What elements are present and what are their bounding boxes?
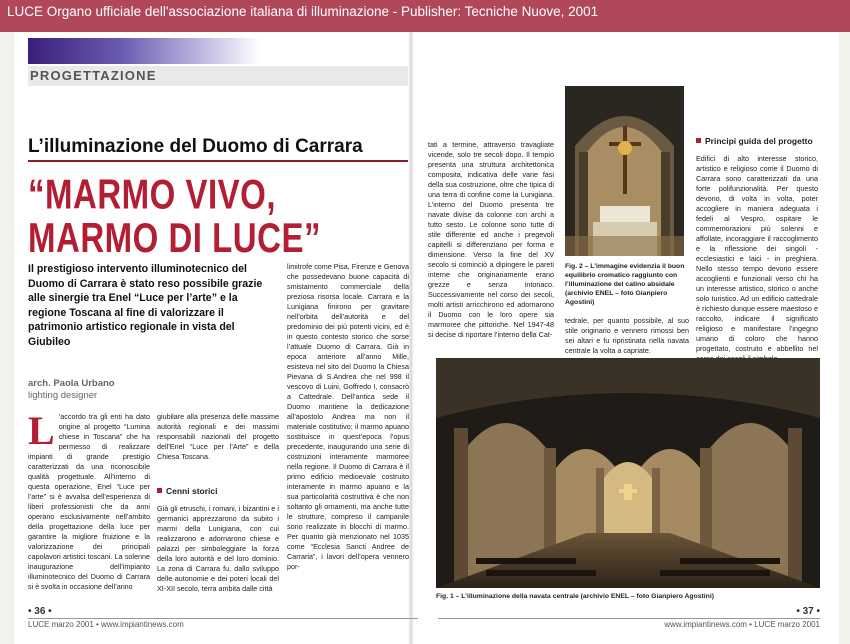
right-column-1-text: tati a termine, attraverso travagliate vicende, solo tre secoli dopo. Il tempio presenta una struttura architettonica composita, indicativa delle varie fasi della sua costruzione, oltre che tipica di una terra di confine come la Lunigiana. L’interno del Duomo presenta tre navate divise da colonne con archi a tutto sesto. Le colonne sono tutte di stile differente ed anche i pregevoli capitelli si differenziano per forma e dimensione. Verso la fine del XV secolo si cominciò a dipingere le pareti interne che originariamente erano grezze e senza intonaco. Successivamente nel corso dei secoli, molti artisti arricchirono ed adornarono il Duomo con le loro opere sia marmoree che pittoriche. Nel 1947-48 si decise di riportare l’interno della Cat- [428, 140, 554, 339]
bullet-square-icon [696, 138, 701, 143]
window-title-bar [0, 0, 850, 32]
right-footer-rule [438, 618, 820, 619]
subhead-principi-label: Principi guida del progetto [705, 136, 813, 146]
headline-line-2: MARMO DI LUCE” [28, 214, 321, 261]
lead-paragraph: Il prestigioso intervento illuminotecnico del Duomo di Carrara è stato reso possibile grazie alle sinergie tra Enel “Luce per l’arte” e la regione Toscana al fine di valorizzare il patrimonio artistico regionale in vista del Giubileo [28, 263, 263, 348]
left-page-number: • 36 • [28, 606, 52, 617]
right-page-number: • 37 • [796, 606, 820, 617]
subhead-cenni-storici-label: Cenni storici [166, 486, 218, 496]
bullet-square-icon [157, 488, 162, 493]
author-name: arch. Paola Urbano [28, 378, 115, 389]
headline [28, 172, 321, 260]
left-column-2-bottom [157, 504, 279, 602]
left-page-footer [28, 606, 418, 629]
left-column-1-text: ’accordo tra gli enti ha dato origine al progetto “Lumina chiese in Toscana” che ha permesso di realizzare impianti di grande prestigio caratterizzati da una riconoscibile qualità progettuale. All’interno di questa operazione, Enel “Luce per l’arte” si è avvalsa dell’esperienza di liberi professionisti che da anni operano esclusivamente nell’ambito della progettazione della luce per garantire la migliore fruizione e la valorizzazione dei principali capolavori artistici toscani. La solenne inaugurazione dell’impianto illuminotecnico del Duomo di Carrara si è svolta in occasione dell’anno [28, 412, 150, 591]
left-column-2-bottom-text: Già gli etruschi, i romani, i bizantini e i germanici apprezzarono da subito i marmi della Lunigiana, con cui realizzarono e adornarono chiese e palazzi per simboleggiare la forza della loro autorità e del loro dominio. La zona di Carrara fu, dallo sviluppo delle autonomie e dei poteri locali del XI-XII secolo, terra ambita dalle città [157, 504, 279, 593]
subhead-cenni-storici [157, 486, 217, 496]
left-column-1 [28, 408, 150, 602]
left-column-3 [287, 262, 409, 602]
left-footer-meta: LUCE marzo 2001 • www.impiantinews.com [28, 620, 184, 629]
fig1-nave-photo [436, 358, 820, 588]
left-column-3-text: limitrofe come Pisa, Firenze e Genova che possedevano buone capacità di smistamento commerciale della preziosa risorsa locale. Carrara e la Lunigiana finirono per gravitare nell’orbita dell’autorità e del predominio dei più potenti vicini, ed è in questo contesto storico che sorse l’attuale Duomo di Carrara. Già in epoca anteriore all’anno Mille, esisteva nel sito del Duomo la Chiesa Pievana di S.Andrea che nel 998 il vescovo di Luini, Goffredo I, consacrò a Cattedrale. Dell’antica sede il Duomo mantiene la dedicazione all’apostolo Andrea ma non il materiale costitutivo: il marmo apuano sostituisce in quest’epoca l’opus precedente, inaugurando una serie di costruzioni interamente marmoree nella regione. Il Duomo di Carrara è il primo edificio medioevale costruito interamente in marmo apuano e la sua particolarità costruttiva è che non soltanto gli ornamenti, ma anche tutte le strutture, compreso il campanile sono realizzate in blocchi di marmo. Per quanto già menzionato nel 1035 come “Ecclesia Sancti Andree de Carraria”, i lavori dell’opera vennero por- [287, 262, 409, 571]
right-column-2 [565, 316, 689, 356]
fig1-caption: Fig. 1 – L’illuminazione della navata centrale (archivio ENEL – foto Gianpiero Agostini) [436, 593, 714, 600]
fig1-nave-illustration [436, 358, 820, 588]
right-page-footer [438, 606, 820, 629]
right-column-2-text: tedrale, per quanto possibile, al suo stile originario e vennero rimossi ben sei altari e fu ripristinata nella navata centrale la volta a capriate. [565, 316, 689, 355]
left-column-2-top [157, 412, 279, 464]
left-footer-rule [28, 618, 418, 619]
right-column-1 [428, 140, 554, 354]
right-column-3 [696, 154, 818, 354]
right-column-3-text: Edifici di alto interesse storico, artistico e religioso come il Duomo di Carrara sono caratterizzati da una forte polifunzionalità. Per questo devono, di volta in volta, poter accogliere in maniera adeguata i fedeli al Vespro, ospitare le commemorazioni più solenni e affollate, incoraggiare il raccoglimento e la riflessione dei singoli - ecclesiastici e laici - in preghiera. Nello stesso tempo devono essere accoglienti e funzionali verso chi ha un interesse artistico, storico o anche solo turistico. Ad un edificio cattedrale è richiesto dunque essere maestoso e raccolto, indicare il significato religioso e manifestare l’ingegno umano di coloro che hanno progettato, costruito e abbellito nel [696, 154, 818, 353]
fig2-apse-photo [565, 86, 684, 256]
subhead-principi [696, 136, 813, 146]
fig2-caption: Fig. 2 – L’immagine evidenzia il buon equilibrio cromatico raggiunto con l’illuminazione del catino absidale (archivio ENEL – foto Gianpiero Agostini) [565, 263, 685, 306]
author-role: lighting designer [28, 390, 98, 401]
section-label: PROGETTAZIONE [28, 66, 408, 86]
article-title: L’illuminazione del Duomo di Carrara [28, 136, 363, 157]
right-footer-meta: www.impiantinews.com • LUCE marzo 2001 [664, 620, 820, 629]
section-gradient-bar [28, 38, 260, 64]
fig2-apse-illustration [565, 86, 684, 256]
headline-line-1: “MARMO VIVO, [28, 170, 277, 217]
drop-cap: L [28, 408, 55, 453]
left-column-2-top-text: giubilare alla presenza delle massime autorità regionali e dei massimi responsabili nazionali del progetto dell’Enel “Luce per l’Arte” e della Chiesa Toscana. [157, 412, 279, 461]
window-title: LUCE Organo ufficiale dell'associazione italiana di illuminazione - Publisher: Tecniche Nuove, 2001 [7, 4, 599, 19]
title-divider [28, 160, 408, 162]
